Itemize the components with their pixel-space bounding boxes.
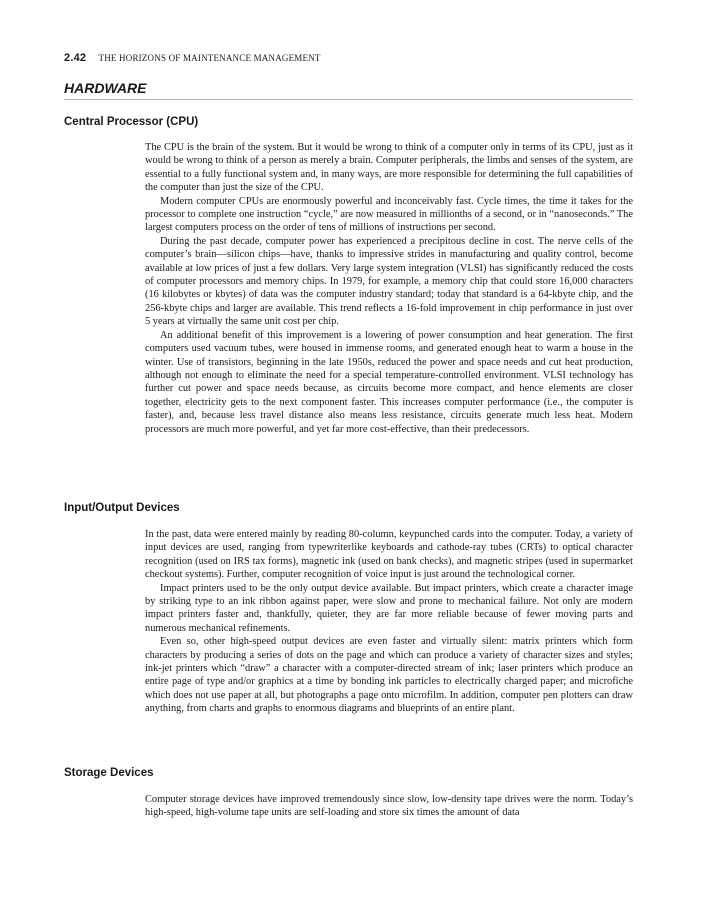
paragraph: Even so, other high-speed output devices are even faster and virtually silent: matrix printers which form characters by producing a series of dots on the page and which can produce a variety of character sizes and styles; ink-jet printers which “draw” a character with a computer-directed stream of ink; laser printers which produce an entire page of type and/or graphics at a time by bonding ink particles to electrically charged paper; and microfiche which does not use paper at all, but photographs a page onto microfilm. In addition, computer pen plotters can draw anything, from charts and graphs to enormous diagrams and blueprints of an entire plant.: [145, 636, 633, 715]
section-body-storage: [145, 793, 633, 820]
section-heading-storage: Storage Devices: [64, 767, 154, 779]
section-body-cpu: [145, 141, 633, 436]
paragraph: In the past, data were entered mainly by reading 80-column, keypunched cards into the computer. Today, a variety of input devices are used, ranging from typewriterlike keyboards and cathode-ray tubes (CRTs) to optical character recognition (used on IRS tax forms), magnetic ink (used on bank checks), and magnetic stripes (used in supermarket checkout systems). Further, computer recognition of voice input is just around the technological corner.: [145, 529, 633, 581]
paragraph: During the past decade, computer power has experienced a precipitous decline in cost. The nerve cells of the computer’s brain—silicon chips—have, thanks to impressive strides in manufacturing and quality control, become available at low prices of just a few dollars. Very large system integration (VLSI) has significantly reduced the costs of computer processors and memory chips. In 1979, for example, a memory chip that could store 16,000 characters (16 kilobytes or kbytes) of data was the computer industry standard; today that standard is a 64-kbyte chip, and the 256-kbyte chips and larger are available. This trend reflects a 16-fold improvement in chip performance in just over 5 years at virtually the same unit cost per chip.: [145, 235, 633, 328]
paragraph: Modern computer CPUs are enormously powerful and inconceivably fast. Cycle times, the time it takes for the processor to complete one instruction “cycle,” are now measured in millionths of a second, or in “nanoseconds.” The largest computers process on the order of tens of millions of instructions per second.: [145, 195, 633, 234]
paragraph: Computer storage devices have improved tremendously since slow, low-density tape drives were the norm. Today’s high-speed, high-volume tape units are self-loading and store six times the amount of data: [145, 794, 633, 819]
section-heading-cpu: Central Processor (CPU): [64, 116, 199, 128]
running-head: [64, 52, 321, 64]
running-head-title: THE HORIZONS OF MAINTENANCE MANAGEMENT: [98, 53, 321, 63]
section-heading-io: Input/Output Devices: [64, 502, 180, 514]
section-body-io: [145, 528, 633, 716]
page-number: 2.42: [64, 52, 87, 64]
paragraph: An additional benefit of this improvement is a lowering of power consumption and heat generation. The first computers used vacuum tubes, were housed in immense rooms, and generated enough heat to warm a house in the winter. Use of transistors, beginning in the late 1950s, reduced the power and space needs and cut heat production, although not enough to eliminate the need for a special temperature-controlled environment. VLSI technology has further cut power and space needs because, as circuits become more compact, and hence elements are closer together, electricity gets to the next component faster. This increases computer performance (i.e., the computer is faster), and, because less travel distance also means less resistance, circuits generate much less heat. Modern processors are much more powerful, and yet far more cost-effective, than their predecessors.: [145, 329, 633, 435]
paragraph: The CPU is the brain of the system. But it would be wrong to think of a computer only in terms of its CPU, just as it would be wrong to think of a person as merely a brain. Computer peripherals, the limbs and senses of the system, are essential to a fully functional system and, in many ways, are more responsible for determining the full capabilities of the computer than just the size of the CPU.: [145, 142, 633, 194]
chapter-heading: HARDWARE: [64, 80, 633, 100]
paragraph: Impact printers used to be the only output device available. But impact printers, which create a character image by striking type to an ink ribbon against paper, were slow and prone to mechanical failure. Not only are modern impact printers faster and, thankfully, quieter, they are far more reliable because of fewer moving parts and numerous mechanical refinements.: [145, 582, 633, 634]
